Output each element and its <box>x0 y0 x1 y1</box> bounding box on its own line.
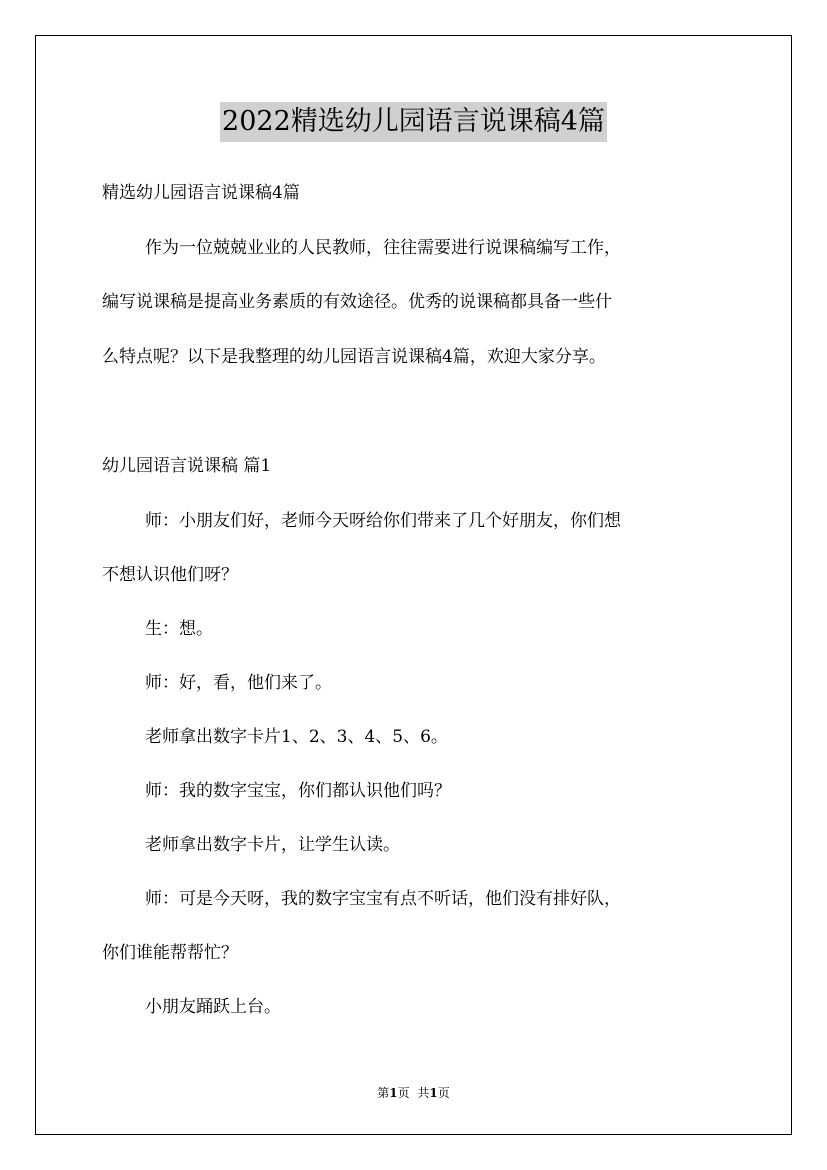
intro-paragraph-line: 编写说课稿是提高业务素质的有效途径。优秀的说课稿都具备一些什 <box>102 292 612 312</box>
body-line: 生：想。 <box>145 619 213 639</box>
body-line: 师：可是今天呀，我的数字宝宝有点不听话，他们没有排好队， <box>145 889 621 909</box>
document-subtitle: 精选幼儿园语言说课稿4篇 <box>102 183 300 203</box>
body-line: 老师拿出数字卡片1、2、3、4、5、6。 <box>145 727 448 747</box>
total-unit: 页 <box>437 1086 450 1100</box>
document-title <box>0 100 827 142</box>
intro-paragraph-line: 作为一位兢兢业业的人民教师，往往需要进行说课稿编写工作， <box>145 238 621 258</box>
intro-paragraph-line: 么特点呢？以下是我整理的幼儿园语言说课稿4篇，欢迎大家分享。 <box>102 347 606 367</box>
document-title-text: 2022精选幼儿园语言说课稿4篇 <box>220 102 607 142</box>
total-prefix: 共 <box>417 1086 430 1100</box>
page-footer <box>0 1085 827 1101</box>
page-prefix: 第 <box>377 1086 390 1100</box>
page-current: 1 <box>389 1086 398 1100</box>
body-line: 老师拿出数字卡片，让学生认读。 <box>145 835 400 855</box>
section-heading: 幼儿园语言说课稿 篇1 <box>102 456 272 476</box>
body-line: 师：好，看，他们来了。 <box>145 673 332 693</box>
body-line: 不想认识他们呀？ <box>102 565 238 585</box>
body-line: 师：我的数字宝宝，你们都认识他们吗？ <box>145 781 451 801</box>
page-total: 1 <box>429 1086 438 1100</box>
body-line: 小朋友踊跃上台。 <box>145 997 281 1017</box>
body-line: 师：小朋友们好，老师今天呀给你们带来了几个好朋友，你们想 <box>145 511 621 531</box>
page-unit: 页 <box>397 1086 410 1100</box>
body-line: 你们谁能帮帮忙？ <box>102 943 238 963</box>
